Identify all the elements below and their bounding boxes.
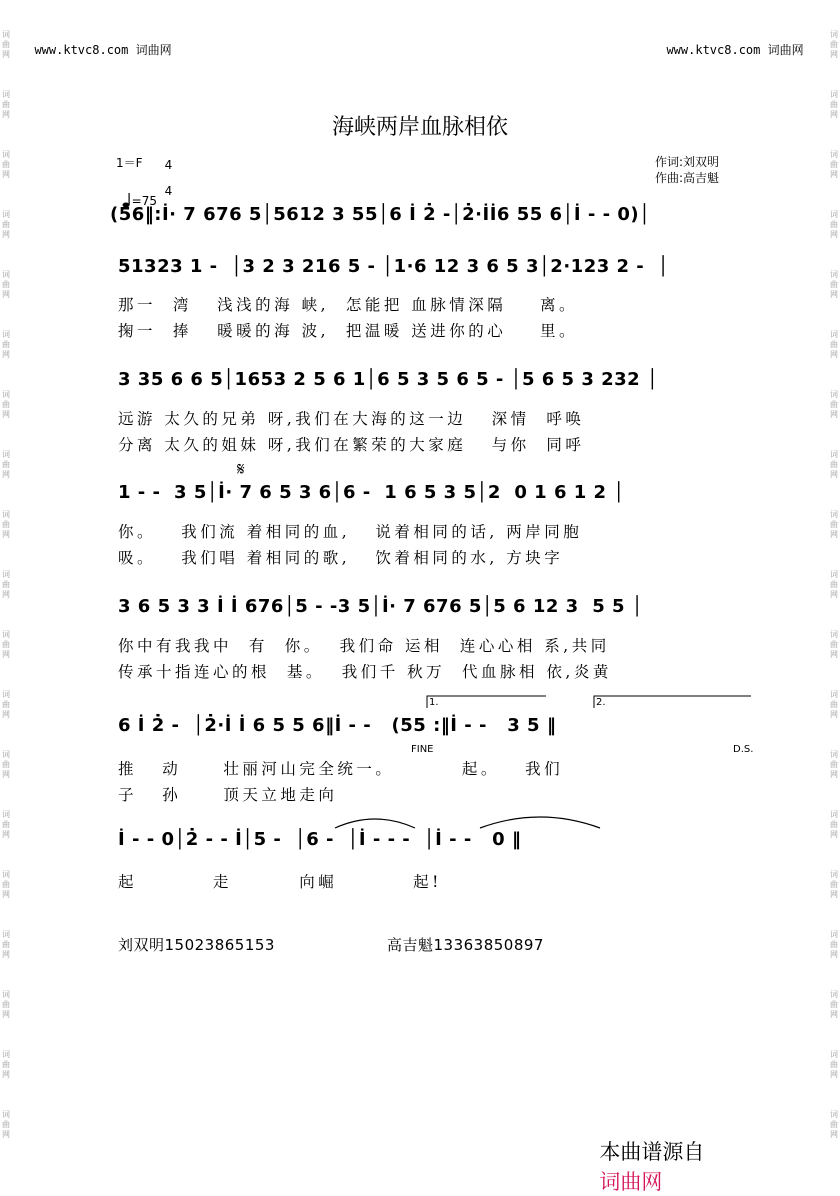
- watermark-char: 词: [830, 630, 838, 639]
- watermark-char: 曲: [2, 400, 10, 409]
- watermark-char: 曲: [2, 460, 10, 469]
- source-footer[interactable]: [586, 1112, 704, 1196]
- watermark-char: 曲: [2, 580, 10, 589]
- watermark-char: 曲: [830, 580, 838, 589]
- watermark-char: 网: [2, 710, 10, 719]
- contact-lyricist: 刘双明15023865153: [118, 936, 275, 954]
- watermark-char: 网: [830, 890, 838, 899]
- watermark-char: 网: [2, 110, 10, 119]
- watermark-char: 曲: [2, 280, 10, 289]
- watermark-char: 曲: [830, 100, 838, 109]
- watermark-char: 词: [830, 930, 838, 939]
- watermark-char: 网: [2, 50, 10, 59]
- watermark-char: 词: [2, 810, 10, 819]
- watermark-char: 词: [2, 510, 10, 519]
- watermark-char: 网: [830, 350, 838, 359]
- watermark-char: 网: [2, 470, 10, 479]
- watermark-char: 曲: [830, 820, 838, 829]
- fine-mark: FINE: [411, 744, 434, 755]
- volta-brackets: [426, 695, 756, 709]
- header-right[interactable]: [652, 27, 804, 58]
- slur-ties: [330, 808, 610, 830]
- watermark-char: 词: [2, 630, 10, 639]
- watermark-char: 曲: [830, 880, 838, 889]
- watermark-char: 网: [2, 230, 10, 239]
- notation-row-1: (56‖:İ· 7 676 5│5612 3 55│6 İ 2̇ -│2̇·İİ6 55 6│İ - - 0)│: [110, 204, 651, 225]
- left-watermark-strip: [0, 0, 12, 1169]
- lyric-row-4-verse-2: 吸。 我们唱 着相同的歌, 饮着相同的水, 方块字: [118, 549, 564, 567]
- watermark-char: 曲: [830, 400, 838, 409]
- watermark-char: 词: [2, 1110, 10, 1119]
- watermark-char: 曲: [830, 280, 838, 289]
- watermark-char: 词: [830, 90, 838, 99]
- watermark-char: 网: [830, 1010, 838, 1019]
- watermark-char: 曲: [830, 700, 838, 709]
- lyric-row-3-verse-1: 远游 太久的兄弟 呀,我们在大海的这一边 深情 呼唤: [118, 410, 585, 428]
- watermark-char: 词: [2, 570, 10, 579]
- watermark-char: 词: [830, 990, 838, 999]
- watermark-char: 曲: [2, 40, 10, 49]
- watermark-char: 曲: [2, 880, 10, 889]
- watermark-char: 网: [2, 290, 10, 299]
- watermark-char: 词: [830, 810, 838, 819]
- watermark-char: 网: [2, 890, 10, 899]
- header-right-url[interactable]: www.ktvc8.com: [666, 43, 761, 57]
- watermark-char: 网: [2, 770, 10, 779]
- lyric-row-2-verse-2: 掬一 捧 暖暖的海 波, 把温暖 送进你的心 里。: [118, 322, 578, 340]
- watermark-char: 词: [2, 750, 10, 759]
- watermark-char: 曲: [2, 820, 10, 829]
- watermark-char: 网: [830, 950, 838, 959]
- watermark-char: 网: [2, 1010, 10, 1019]
- watermark-char: 词: [830, 1050, 838, 1059]
- watermark-char: 曲: [830, 760, 838, 769]
- watermark-char: 词: [830, 570, 838, 579]
- watermark-char: 曲: [2, 1120, 10, 1129]
- watermark-char: 网: [830, 530, 838, 539]
- footer-brand-link[interactable]: 词曲网: [599, 1170, 663, 1194]
- watermark-char: 网: [2, 410, 10, 419]
- header-right-brand[interactable]: 词曲网: [767, 43, 804, 57]
- watermark-char: 曲: [2, 1060, 10, 1069]
- watermark-char: 词: [830, 390, 838, 399]
- watermark-char: 词: [830, 1110, 838, 1119]
- watermark-char: 网: [2, 590, 10, 599]
- lyric-row-4-verse-1: 你。 我们流 着相同的血, 说着相同的话, 两岸同胞: [118, 523, 583, 541]
- watermark-char: 曲: [2, 760, 10, 769]
- watermark-char: 词: [2, 690, 10, 699]
- header-left[interactable]: [20, 27, 172, 58]
- watermark-char: 网: [830, 50, 838, 59]
- ds-mark: D.S.: [733, 744, 754, 755]
- watermark-char: 曲: [830, 640, 838, 649]
- watermark-char: 词: [830, 750, 838, 759]
- watermark-char: 词: [2, 30, 10, 39]
- notation-row-5: 3 6 5 3 3 İ İ 676│5 - -3 5│İ· 7 676 5│5 6 12 3 5 5 │: [118, 596, 644, 617]
- key-signature: 1＝F: [116, 156, 143, 170]
- lyric-row-6-verse-1: 推 动 壮丽河山完全统一。 起。 我们: [118, 760, 564, 778]
- watermark-char: 曲: [2, 1000, 10, 1009]
- watermark-char: 曲: [830, 340, 838, 349]
- composer-credit: 作曲:高吉魁: [655, 171, 720, 185]
- watermark-char: 曲: [2, 520, 10, 529]
- lyric-row-3-verse-2: 分离 太久的姐妹 呀,我们在繁荣的大家庭 与你 同呼: [118, 436, 585, 454]
- time-sig-bottom: 4: [164, 184, 173, 198]
- watermark-char: 网: [830, 170, 838, 179]
- watermark-char: 词: [2, 1050, 10, 1059]
- watermark-char: 词: [830, 690, 838, 699]
- watermark-char: 词: [2, 990, 10, 999]
- watermark-char: 曲: [830, 1060, 838, 1069]
- lyric-row-7-verse-1: 起 走 向崛 起!: [118, 873, 442, 891]
- lyric-row-5-verse-2: 传承十指连心的根 基。 我们千 秋万 代血脉相 依,炎黄: [118, 663, 612, 681]
- watermark-char: 网: [830, 410, 838, 419]
- watermark-char: 网: [830, 290, 838, 299]
- watermark-char: 词: [2, 330, 10, 339]
- watermark-char: 曲: [2, 940, 10, 949]
- watermark-char: 词: [2, 930, 10, 939]
- watermark-char: 词: [2, 270, 10, 279]
- header-left-brand[interactable]: 词曲网: [135, 43, 172, 57]
- watermark-char: 词: [2, 90, 10, 99]
- watermark-char: 曲: [830, 220, 838, 229]
- watermark-char: 网: [2, 1130, 10, 1139]
- watermark-char: 网: [2, 650, 10, 659]
- watermark-char: 网: [830, 470, 838, 479]
- lyricist-credit: 作词:刘双明: [655, 155, 720, 169]
- watermark-char: 网: [830, 1130, 838, 1139]
- watermark-char: 网: [830, 1070, 838, 1079]
- lyric-row-6-verse-2: 子 孙 顶天立地走向: [118, 786, 338, 804]
- right-watermark-strip: [828, 0, 840, 1169]
- song-title: 海峡两岸血脉相依: [331, 115, 508, 140]
- watermark-char: 网: [2, 1070, 10, 1079]
- watermark-char: 网: [2, 530, 10, 539]
- watermark-char: 词: [830, 870, 838, 879]
- watermark-char: 网: [830, 830, 838, 839]
- watermark-char: 词: [830, 30, 838, 39]
- time-sig-top: 4: [164, 158, 173, 172]
- contact-composer: 高吉魁13363850897: [387, 936, 544, 954]
- segno-sign: 𝄋: [237, 459, 245, 480]
- notation-row-7: İ - - 0│2̇ - - İ│5 - │6 - │İ - - - │İ - - 0 ‖: [118, 829, 522, 850]
- watermark-char: 词: [830, 450, 838, 459]
- watermark-char: 网: [2, 950, 10, 959]
- watermark-char: 词: [830, 150, 838, 159]
- watermark-char: 网: [830, 110, 838, 119]
- watermark-char: 网: [2, 170, 10, 179]
- watermark-char: 曲: [830, 1000, 838, 1009]
- watermark-char: 网: [2, 350, 10, 359]
- watermark-char: 曲: [2, 160, 10, 169]
- watermark-char: 词: [830, 510, 838, 519]
- watermark-char: 词: [2, 450, 10, 459]
- notation-row-3: 3 35 6 6 5│1653 2 5 6 1│6 5 3 5 6 5 - │5 6 5 3 232 │: [118, 369, 659, 390]
- lyric-row-2-verse-1: 那一 湾 浅浅的海 峡, 怎能把 血脉情深隔 离。: [118, 296, 578, 314]
- time-signature: [157, 146, 173, 198]
- watermark-char: 曲: [2, 100, 10, 109]
- volta-2-label: 2.: [596, 697, 606, 708]
- watermark-char: 词: [830, 210, 838, 219]
- watermark-char: 网: [830, 590, 838, 599]
- watermark-char: 曲: [830, 460, 838, 469]
- notation-row-4: 1 - - 3 5│İ· 7 6 5 3 6│6 - 1 6 5 3 5│2 0 1 6 1 2 │: [118, 482, 625, 503]
- notation-row-2: 51323 1 - │3 2 3 216 5 - │1·6 12 3 6 5 3│2·123 2 - │: [118, 256, 670, 277]
- watermark-char: 网: [830, 710, 838, 719]
- volta-1-label: 1.: [429, 697, 439, 708]
- watermark-char: 曲: [830, 1120, 838, 1129]
- watermark-char: 词: [830, 270, 838, 279]
- footer-prefix: 本曲谱源自: [599, 1140, 705, 1164]
- watermark-char: 词: [2, 870, 10, 879]
- watermark-char: 网: [830, 230, 838, 239]
- notation-row-6: 6 İ 2̇ - │2̇·İ İ 6 5 5 6‖İ - - (55 :‖İ - - 3 5 ‖: [118, 715, 557, 736]
- header-left-url[interactable]: www.ktvc8.com: [34, 43, 129, 57]
- watermark-char: 曲: [830, 160, 838, 169]
- watermark-char: 曲: [2, 640, 10, 649]
- tempo-value: =75: [131, 194, 157, 208]
- watermark-char: 词: [2, 210, 10, 219]
- watermark-char: 词: [2, 390, 10, 399]
- watermark-char: 网: [830, 770, 838, 779]
- watermark-char: 词: [830, 330, 838, 339]
- watermark-char: 网: [2, 830, 10, 839]
- watermark-char: 曲: [2, 220, 10, 229]
- watermark-char: 词: [2, 150, 10, 159]
- watermark-char: 曲: [830, 40, 838, 49]
- watermark-char: 曲: [2, 340, 10, 349]
- watermark-char: 网: [830, 650, 838, 659]
- lyric-row-5-verse-1: 你中有我我中 有 你。 我们命 运相 连心心相 系,共同: [118, 637, 610, 655]
- watermark-char: 曲: [830, 520, 838, 529]
- watermark-char: 曲: [2, 700, 10, 709]
- watermark-char: 曲: [830, 940, 838, 949]
